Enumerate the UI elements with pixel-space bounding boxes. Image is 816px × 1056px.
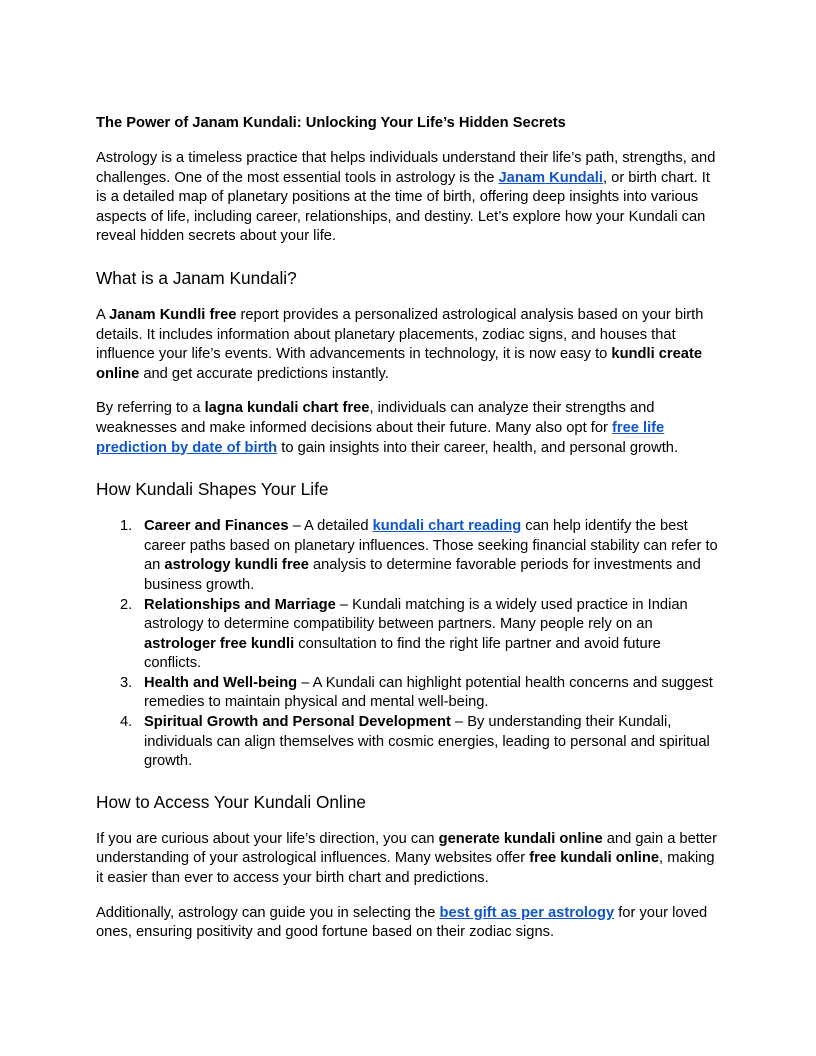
what-p2-text-3: to gain insights into their career, health, and personal growth. [277,439,679,456]
list-item-text: – By understanding their Kundali, individuals can align themselves with cosmic energies, leading to personal and spiritual growth. [144,714,710,770]
list-number: 3. [120,674,133,691]
list-item-text: – A detailed [288,518,373,535]
list-item-title: Health and Well-being [144,674,298,691]
list-item [96,596,720,674]
list-item-title: Relationships and Marriage [144,596,336,613]
access-p2-text-2: for your loved ones, ensuring positivity and good fortune based on their zodiac signs. [96,904,708,941]
access-paragraph-2 [96,904,720,943]
list-item-title: Spiritual Growth and Personal Development [144,714,451,731]
access-heading: How to Access Your Kundali Online [96,791,366,812]
free-life-prediction-link[interactable]: free life prediction by date of birth [96,419,665,456]
access-p1-bold-2: free kundali online [529,850,660,867]
list-number: 1. [120,518,133,535]
kundali-life-list [96,517,720,772]
how-heading: How Kundali Shapes Your Life [96,479,329,500]
what-p1-text-3: and get accurate predictions instantly. [139,365,389,382]
access-p1-text-3: , making it easier than ever to access your birth chart and predictions. [96,850,715,887]
list-item-text: consultation to find the right life partner and avoid future conflicts. [144,635,661,672]
access-paragraph-1 [96,830,720,889]
best-gift-link[interactable]: best gift as per astrology [439,904,615,921]
what-p2-text-2: , individuals can analyze their strengths and weaknesses and make informed decisions about their future. Many also opt for [96,400,655,436]
list-number: 4. [120,714,133,731]
what-heading: What is a Janam Kundali? [96,267,297,288]
list-number: 2. [120,596,133,613]
access-p2-text-1: Additionally, astrology can guide you in selecting the [96,904,440,921]
list-item-text: – Kundali matching is a widely used practice in Indian astrology to determine compatibility between partners. Many people rely on an [144,596,688,633]
list-item [96,674,720,713]
list-item [96,713,720,772]
janam-kundali-link[interactable]: Janam Kundali [498,169,603,186]
list-item-text: – A Kundali can highlight potential health concerns and suggest remedies to maintain physical and mental well-being. [144,674,713,711]
access-p1-text-2: and gain a better understanding of your astrological influences. Many websites offer [96,830,717,867]
list-item [96,517,720,595]
list-item-text: can help identify the best career paths based on planetary influences. Those seeking financial stability can refer to an [144,518,718,574]
kundali-chart-reading-link[interactable]: kundali chart reading [372,518,522,535]
what-p1-bold-1: Janam Kundli free [109,306,237,323]
intro-paragraph [96,149,720,247]
access-p1-text-1: If you are curious about your life’s direction, you can [96,830,439,847]
access-p1-bold-1: generate kundali online [438,830,603,847]
what-p2-bold-1: lagna kundali chart free [204,400,370,417]
intro-text-1: Astrology is a timeless practice that helps individuals understand their life’s path, strengths, and challenges. One of the most essential tools in astrology is the [96,150,716,186]
what-p1-text-1: A [96,306,110,323]
list-item-bold: astrologer free kundli [144,635,295,652]
list-item-title: Career and Finances [144,518,289,535]
list-item-text: analysis to determine favorable periods for investments and business growth. [144,557,701,593]
list-item-bold: astrology kundli free [164,557,309,574]
what-p2-text-1: By referring to a [96,400,205,417]
what-p1-bold-2: kundli create online [96,346,703,382]
document-title: The Power of Janam Kundali: Unlocking Your Life’s Hidden Secrets [96,115,566,131]
intro-text-2: , or birth chart. It is a detailed map of planetary positions at the time of birth, offering deep insights into various aspects of life, including career, relationships, and destiny. Let’s explore how your Kundali can reveal hidden secrets about your life. [96,169,710,245]
what-paragraph-1 [96,306,720,384]
what-paragraph-2 [96,399,720,458]
what-p1-text-2: report provides a personalized astrological analysis based on your birth details. It includes information about planetary placements, zodiac signs, and houses that influence your life’s events. With advancements in technology, it is now easy to [96,306,704,363]
